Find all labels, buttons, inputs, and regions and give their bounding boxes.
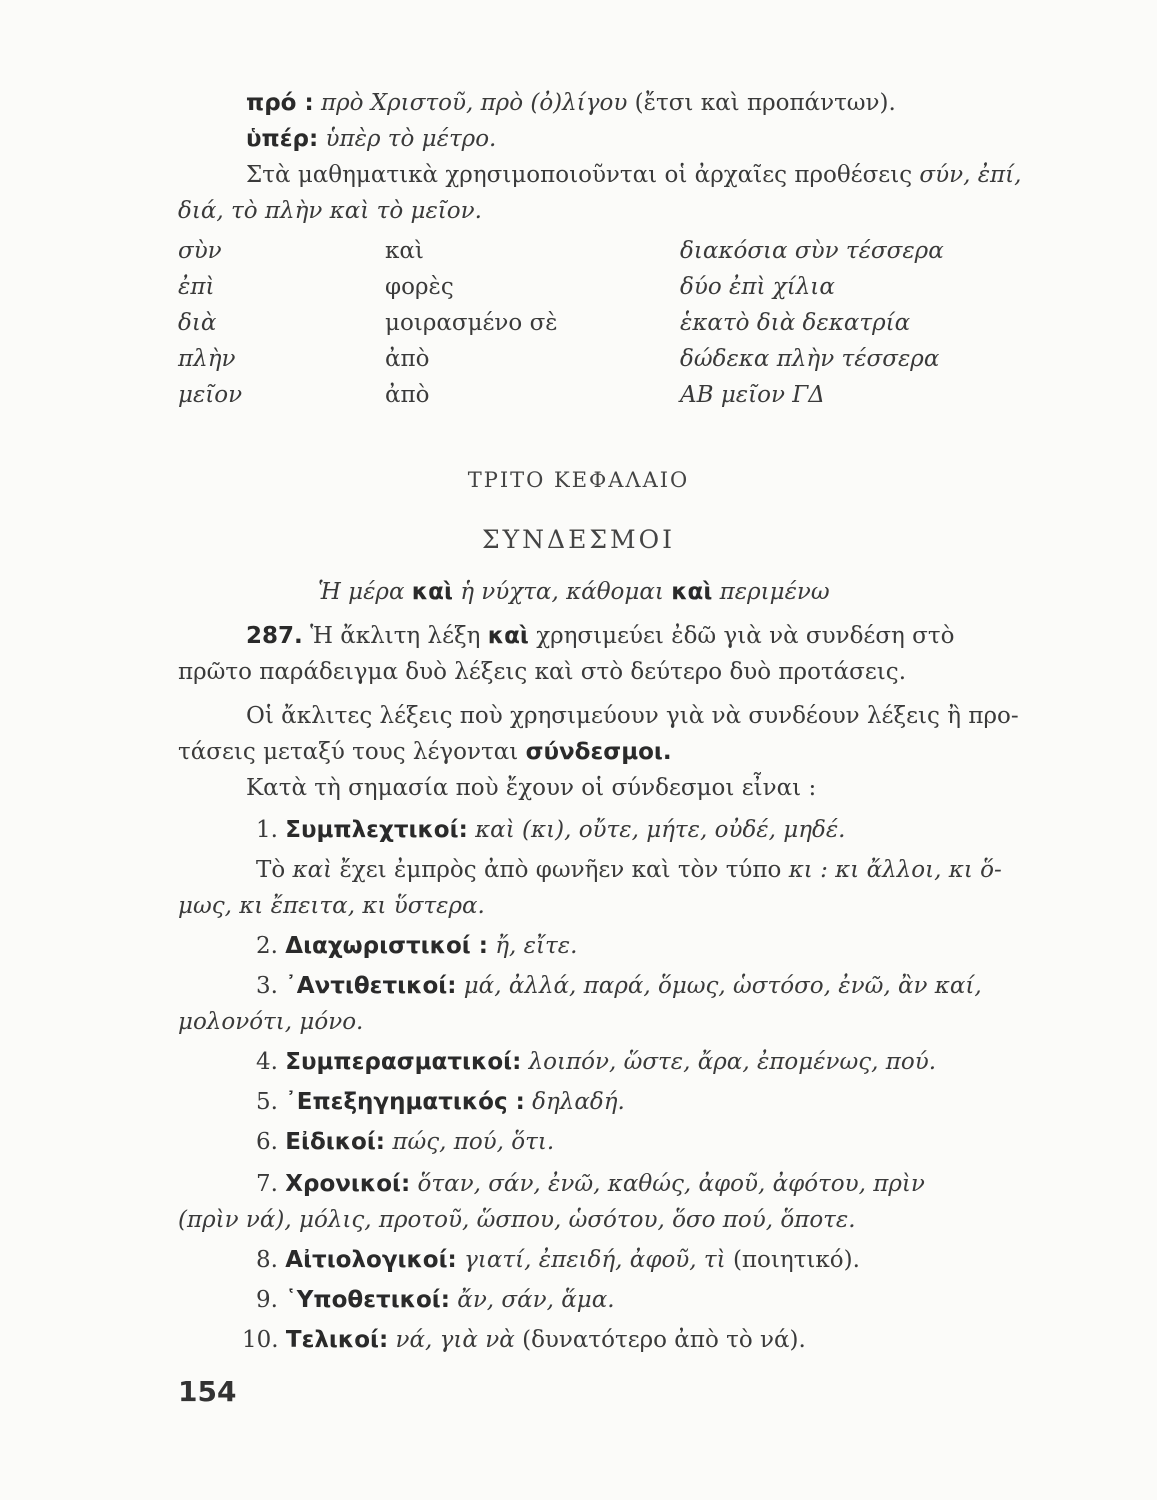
- item-term: Αἰτιολογικοί:: [285, 1247, 457, 1273]
- item-3: [256, 971, 982, 1001]
- table-prep: πλὴν: [178, 346, 236, 372]
- math-line-1: [246, 160, 1021, 190]
- item-text: πώς, πού, ὅτι.: [392, 1129, 555, 1155]
- item-term: Τελικοί:: [285, 1327, 389, 1353]
- table-prep: διὰ: [178, 310, 217, 336]
- item-number: 6.: [256, 1129, 278, 1155]
- para-text: τάσεις μεταξύ τους λέγονται: [178, 739, 519, 765]
- item-term: Διαχωριστικοί :: [285, 933, 488, 959]
- item-text: ὅταν, σάν, ἐνῶ, καθώς, ἀφοῦ, ἀφότου, πρὶν: [417, 1171, 925, 1197]
- note-italic: κι : κι ἄλλοι, κι ὅ-: [788, 857, 1002, 883]
- para-287-line-2: πρῶτο παράδειγμα δυὸ λέξεις καὶ στὸ δεύτερο δυὸ προτάσεις.: [178, 659, 907, 685]
- pro-text: πρὸ Χριστοῦ, πρὸ (ὀ)λίγου: [320, 90, 628, 116]
- item-1-note-line-2: μως, κι ἔπειτα, κι ὕστερα.: [178, 893, 485, 919]
- item-1-note-line-1: [256, 855, 1002, 885]
- item-number: 8.: [256, 1247, 278, 1273]
- table-gloss: μοιρασμένο σὲ: [385, 310, 558, 336]
- item-term: Χρονικοί:: [285, 1171, 411, 1197]
- table-gloss: φορὲς: [385, 274, 454, 300]
- para-287-line-5: Κατὰ τὴ σημασία ποὺ ἔχουν οἱ σύνδεσμοι εἶναι :: [246, 775, 817, 801]
- item-5: [256, 1087, 625, 1117]
- item-text: γιατί, ἐπειδή, ἀφοῦ, τὶ: [464, 1247, 726, 1273]
- item-number: 3.: [256, 973, 278, 999]
- item-text: λοιπόν, ὥστε, ἄρα, ἐπομένως, πού.: [528, 1049, 937, 1075]
- para-287-line-1: [246, 621, 954, 651]
- table-example: ΑΒ μεῖον ΓΔ: [680, 382, 825, 408]
- item-2: [256, 931, 577, 961]
- note-italic: καὶ: [292, 857, 333, 883]
- item-3-continuation: μολονότι, μόνο.: [178, 1009, 364, 1035]
- item-text: καὶ (κι), οὔτε, μήτε, οὐδέ, μηδέ.: [475, 817, 846, 843]
- para-number: 287.: [246, 623, 303, 649]
- para-text: χρησιμεύει ἐδῶ γιὰ νὰ συνδέση στὸ: [536, 623, 955, 649]
- para-287-line-3: Οἱ ἄκλιτες λέξεις ποὺ χρησιμεύουν γιὰ νὰ συνδέουν λέξεις ἢ προ-: [246, 703, 1019, 729]
- note-text: Τὸ: [256, 857, 286, 883]
- page-number: 154: [178, 1375, 237, 1408]
- uper-term: ὑπέρ:: [246, 126, 319, 152]
- item-term: Εἰδικοί:: [285, 1129, 386, 1155]
- item-term: Συμπλεχτικοί:: [285, 817, 468, 843]
- item-number: 7.: [256, 1171, 278, 1197]
- para-bold-term: σύνδεσμοι.: [525, 739, 672, 765]
- para-bold-kai: καὶ: [487, 623, 529, 649]
- item-text: ἤ, εἴτε.: [495, 933, 578, 959]
- note-text: ἔχει ἐμπρὸς ἀπὸ φωνῆεν καὶ τὸν τύπο: [339, 857, 782, 883]
- uper-line: [246, 124, 496, 154]
- pro-line: [246, 88, 896, 118]
- item-1: [256, 815, 846, 845]
- table-gloss: καὶ: [385, 238, 424, 264]
- item-10: [242, 1325, 806, 1355]
- table-example: ἑκατὸ διὰ δεκατρία: [680, 310, 911, 336]
- table-example: δώδεκα πλὴν τέσσερα: [680, 346, 940, 372]
- epigraph-bold-1: καὶ: [411, 579, 453, 605]
- epigraph-part-3: περιμένω: [719, 579, 830, 605]
- item-6: [256, 1127, 554, 1157]
- item-term: ᾿Αντιθετικοί:: [285, 973, 457, 999]
- item-term: ῾Υποθετικοί:: [285, 1287, 450, 1313]
- math-line-1-text: Στὰ μαθηματικὰ χρησιμοποιοῦνται οἱ ἀρχαῖες προθέσεις: [246, 162, 913, 188]
- table-gloss: ἀπὸ: [385, 346, 430, 372]
- epigraph: [318, 577, 830, 607]
- chapter-title: ΣΥΝΔΕΣΜΟΙ: [481, 525, 675, 554]
- item-number: 9.: [256, 1287, 278, 1313]
- para-text: Ἡ ἄκλιτη λέξη: [310, 623, 481, 649]
- item-text: νά, γιὰ νὰ: [395, 1327, 515, 1353]
- item-term: ᾿Επεξηγηματικός :: [285, 1089, 525, 1115]
- item-7-continuation: (πρὶν νά), μόλις, προτοῦ, ὥσπου, ὡσότου, ὅσο πού, ὅποτε.: [178, 1207, 856, 1233]
- epigraph-bold-2: καὶ: [671, 579, 713, 605]
- math-line-1-italic: σύν, ἐπί,: [919, 162, 1022, 188]
- table-prep: σὺν: [178, 238, 222, 264]
- item-9: [256, 1285, 615, 1315]
- pro-term: πρό :: [246, 90, 314, 116]
- item-number: 2.: [256, 933, 278, 959]
- chapter-label: ΤΡΙΤΟ ΚΕΦΑΛΑΙΟ: [467, 468, 690, 492]
- item-paren: (δυνατότερο ἀπὸ τὸ νά).: [522, 1327, 806, 1353]
- item-text: ἄν, σάν, ἅμα.: [457, 1287, 615, 1313]
- table-example: διακόσια σὺν τέσσερα: [680, 238, 944, 264]
- item-8: [256, 1245, 860, 1275]
- item-number: 1.: [256, 817, 278, 843]
- epigraph-part-2: ἡ νύχτα, κάθομαι: [460, 579, 664, 605]
- epigraph-part-1: Ἡ μέρα: [318, 579, 405, 605]
- table-gloss: ἀπὸ: [385, 382, 430, 408]
- item-term: Συμπερασματικοί:: [285, 1049, 522, 1075]
- pro-paren: (ἔτσι καὶ προπάντων).: [634, 90, 896, 116]
- item-text: δηλαδή.: [532, 1089, 625, 1115]
- item-4: [256, 1047, 936, 1077]
- item-number: 10.: [242, 1327, 279, 1353]
- table-prep: μεῖον: [178, 382, 243, 408]
- table-example: δύο ἐπὶ χίλια: [680, 274, 835, 300]
- item-paren: (ποιητικό).: [732, 1247, 860, 1273]
- table-prep: ἐπὶ: [178, 274, 215, 300]
- item-7: [256, 1169, 925, 1199]
- item-number: 4.: [256, 1049, 278, 1075]
- item-text: μά, ἀλλά, παρά, ὅμως, ὡστόσο, ἐνῶ, ἂν καί,: [463, 973, 982, 999]
- uper-text: ὑπὲρ τὸ μέτρο.: [325, 126, 497, 152]
- math-line-2: διά, τὸ πλὴν καὶ τὸ μεῖον.: [178, 198, 482, 224]
- para-287-line-4: [178, 737, 672, 767]
- item-number: 5.: [256, 1089, 278, 1115]
